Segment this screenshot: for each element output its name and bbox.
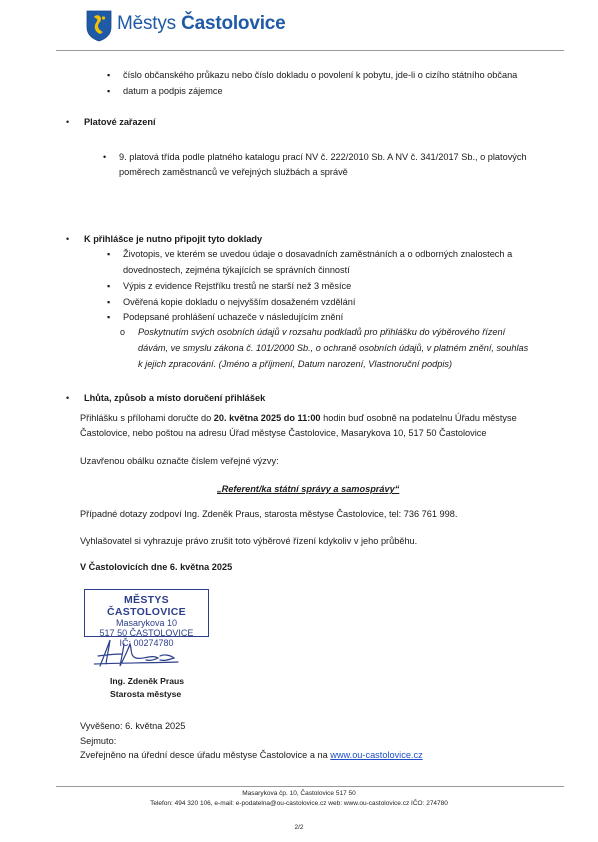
deadline-paragraph: Častolovice, nebo poštou na adresu Úřad městyse Častolovice, Masarykova 10, 517 50 Častolovice	[80, 428, 487, 438]
position-title: „Referent/ka státní správy a samosprávy“	[217, 484, 400, 494]
posted-date: Vyvěšeno: 6. května 2025	[80, 721, 186, 731]
list-item: datum a podpis zájemce	[123, 86, 223, 96]
declaration-line: dávám, ve smyslu zákona č. 101/2000 Sb., o ochraně osobních údajů, v platném znění, souhlas	[138, 343, 529, 353]
place-and-date: V Častolovicích dne 6. května 2025	[80, 562, 233, 572]
page-number: 2/2	[294, 824, 304, 831]
signatory-name: Ing. Zdeněk Praus	[110, 676, 185, 686]
bullet-icon: ▪	[107, 86, 111, 96]
list-item: Výpis z evidence Rejstříku trestů ne starší než 3 měsíce	[123, 281, 352, 291]
bullet-icon: ▪	[107, 281, 111, 291]
bullet-icon: •	[66, 234, 70, 244]
section-heading-deadline: Lhůta, způsob a místo doručení přihlášek	[84, 393, 266, 403]
deadline-paragraph: Přihlášku s přílohami doručte do 20. května 2025 do 11:00 hodin buď osobně na podatelnu Úřadu městyse	[80, 413, 517, 423]
footer-divider	[56, 786, 564, 787]
header-divider	[56, 50, 564, 51]
footer-address: Masarykova čp. 10, Častolovice 517 50	[242, 790, 356, 797]
declaration-line: k jejich zpracování. (Jméno a příjmení, Datum narození, Vlastnoruční podpis)	[138, 359, 453, 369]
signatory-role: Starosta městyse	[110, 689, 182, 699]
removed-date: Sejmuto:	[80, 736, 117, 746]
list-item: Ověřená kopie dokladu o nejvyšším dosaženém vzdělání	[123, 297, 356, 307]
official-stamp: MĚSTYS ČASTOLOVICE Masarykova 10 517 50 ČASTOLOVICE IČ: 00274780	[84, 589, 209, 637]
list-item: Životopis, ve kterém se uvedou údaje o dosavadních zaměstnáních a o odborných znalostech a	[123, 249, 513, 259]
bullet-icon: ▪	[107, 312, 111, 322]
handwritten-signature	[94, 636, 189, 670]
footer-contacts: Telefon: 494 320 106, e-mail: e-podatelna@ou-castolovice.cz web: www.ou-castolovice.cz IČO: 274780	[150, 800, 448, 807]
salary-text-line: 9. platová třída podle platného katalogu prací NV č. 222/2010 Sb. A NV č. 341/2017 Sb., o platových	[119, 152, 527, 162]
bullet-icon: ▪	[107, 297, 111, 307]
list-item: číslo občanského průkazu nebo číslo dokladu o povolení k pobytu, jde-li o cizího státního občana	[123, 70, 518, 80]
list-item: Podepsané prohlášení uchazeče v následujícím znění	[123, 312, 344, 322]
published-note: Zveřejněno na úřední desce úřadu městyse Častolovice a na www.ou-castolovice.cz	[80, 750, 423, 760]
bullet-icon: ▪	[107, 70, 111, 80]
brand-title: Městys Častolovice	[117, 13, 286, 34]
bullet-icon: •	[66, 393, 70, 403]
bullet-icon: •	[103, 152, 107, 162]
salary-text-line: poměrech zaměstnanců ve veřejných službách a správě	[119, 167, 348, 177]
envelope-instruction: Uzavřenou obálku označte číslem veřejné výzvy:	[80, 456, 279, 466]
list-item: dovednostech, zejména týkajících se správních činností	[123, 265, 350, 275]
section-heading-salary: Platové zařazení	[84, 117, 156, 127]
declaration-line: Poskytnutím svých osobních údajů v rozsahu podkladů pro přihlášku do výběrového řízení	[138, 327, 506, 337]
section-heading-attachments: K přihlášce je nutno připojit tyto doklady	[84, 234, 263, 244]
reservation-text: Vyhlašovatel si vyhrazuje právo zrušit toto výběrové řízení kdykoliv v jeho průběhu.	[80, 536, 418, 546]
website-link[interactable]: www.ou-castolovice.cz	[330, 750, 423, 760]
municipal-coat-of-arms-icon	[86, 10, 112, 42]
questions-text: Případné dotazy zodpoví Ing. Zdeněk Praus, starosta městyse Častolovice, tel: 736 761 998.	[80, 509, 458, 519]
bullet-icon: ▪	[107, 249, 111, 259]
bullet-icon: •	[66, 117, 70, 127]
circle-bullet-icon: o	[120, 327, 126, 337]
